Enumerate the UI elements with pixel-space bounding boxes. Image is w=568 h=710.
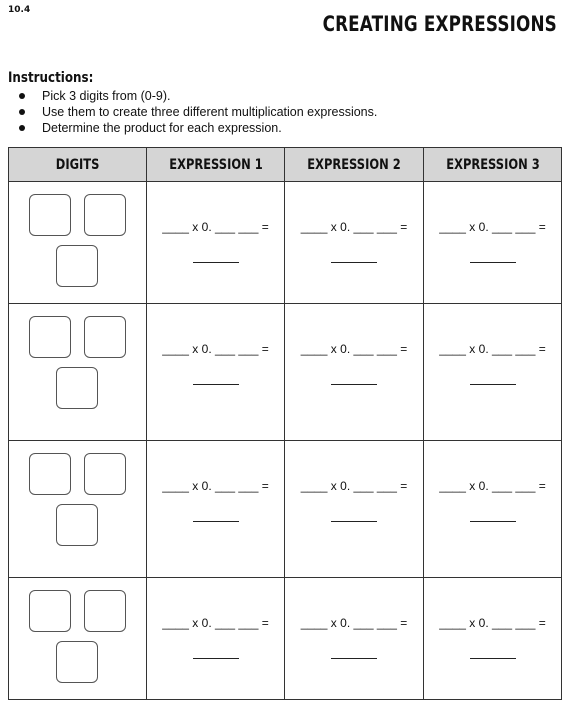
expression-cell (285, 304, 424, 441)
digit-box[interactable] (84, 194, 126, 236)
digit-box[interactable] (56, 641, 98, 683)
page-title: CREATING EXPRESSIONS (322, 12, 557, 36)
digit-box[interactable] (29, 194, 71, 236)
digits-cell (9, 304, 147, 441)
expression-template[interactable]: ____ x 0. ___ ___ = (300, 220, 408, 234)
instruction-text: Determine the product for each expression. (42, 121, 282, 135)
header-expression-2: EXPRESSION 2 (285, 148, 424, 182)
expression-template[interactable]: ____ x 0. ___ ___ = (439, 220, 546, 234)
answer-line[interactable] (331, 658, 377, 659)
expression-cell (147, 578, 285, 700)
expression-template[interactable]: ____ x 0. ___ ___ = (162, 220, 269, 234)
expression-cell (285, 182, 424, 304)
digit-box[interactable] (56, 245, 98, 287)
header-expression-3: EXPRESSION 3 (424, 148, 562, 182)
expression-cell (424, 182, 562, 304)
instructions-list (0, 88, 377, 136)
bullet-icon (19, 109, 25, 115)
instruction-item (0, 104, 377, 120)
expression-cell (424, 578, 562, 700)
expression-cell (285, 441, 424, 578)
bullet-icon (19, 125, 25, 131)
answer-line[interactable] (193, 262, 239, 263)
instructions-heading: Instructions: (8, 70, 94, 86)
answer-line[interactable] (470, 521, 516, 522)
instruction-text: Pick 3 digits from (0-9). (42, 89, 171, 103)
table-row (9, 578, 562, 700)
digit-box[interactable] (56, 367, 98, 409)
digit-box[interactable] (84, 453, 126, 495)
expression-template[interactable]: ____ x 0. ___ ___ = (300, 616, 408, 630)
expression-template[interactable]: ____ x 0. ___ ___ = (439, 616, 546, 630)
answer-line[interactable] (331, 521, 377, 522)
answer-line[interactable] (470, 384, 516, 385)
answer-line[interactable] (193, 521, 239, 522)
expression-cell (424, 304, 562, 441)
expression-cell (285, 578, 424, 700)
digits-cell (9, 441, 147, 578)
answer-line[interactable] (470, 262, 516, 263)
answer-line[interactable] (331, 384, 377, 385)
digit-box[interactable] (84, 590, 126, 632)
expression-cell (424, 441, 562, 578)
digit-box[interactable] (29, 453, 71, 495)
table-row (9, 304, 562, 441)
header-digits: DIGITS (9, 148, 147, 182)
expression-cell (147, 304, 285, 441)
expression-template[interactable]: ____ x 0. ___ ___ = (300, 479, 408, 493)
digit-box[interactable] (56, 504, 98, 546)
answer-line[interactable] (193, 658, 239, 659)
digit-box[interactable] (29, 590, 71, 632)
expression-template[interactable]: ____ x 0. ___ ___ = (439, 342, 546, 356)
expression-cell (147, 441, 285, 578)
expression-template[interactable]: ____ x 0. ___ ___ = (162, 479, 269, 493)
answer-line[interactable] (331, 262, 377, 263)
expression-template[interactable]: ____ x 0. ___ ___ = (162, 342, 269, 356)
instruction-item (0, 120, 377, 136)
expression-cell (147, 182, 285, 304)
expression-template[interactable]: ____ x 0. ___ ___ = (439, 479, 546, 493)
expression-template[interactable]: ____ x 0. ___ ___ = (162, 616, 269, 630)
answer-line[interactable] (193, 384, 239, 385)
header-expression-1: EXPRESSION 1 (147, 148, 285, 182)
instruction-item (0, 88, 377, 104)
expressions-table (8, 147, 562, 700)
digits-cell (9, 182, 147, 304)
expression-template[interactable]: ____ x 0. ___ ___ = (300, 342, 408, 356)
table-row (9, 182, 562, 304)
digits-cell (9, 578, 147, 700)
table-header-row (9, 148, 562, 182)
digit-box[interactable] (84, 316, 126, 358)
bullet-icon (19, 93, 25, 99)
answer-line[interactable] (470, 658, 516, 659)
instruction-text: Use them to create three different multiplication expressions. (42, 105, 378, 119)
digit-box[interactable] (29, 316, 71, 358)
page-code: 10.4 (8, 5, 31, 15)
table-row (9, 441, 562, 578)
